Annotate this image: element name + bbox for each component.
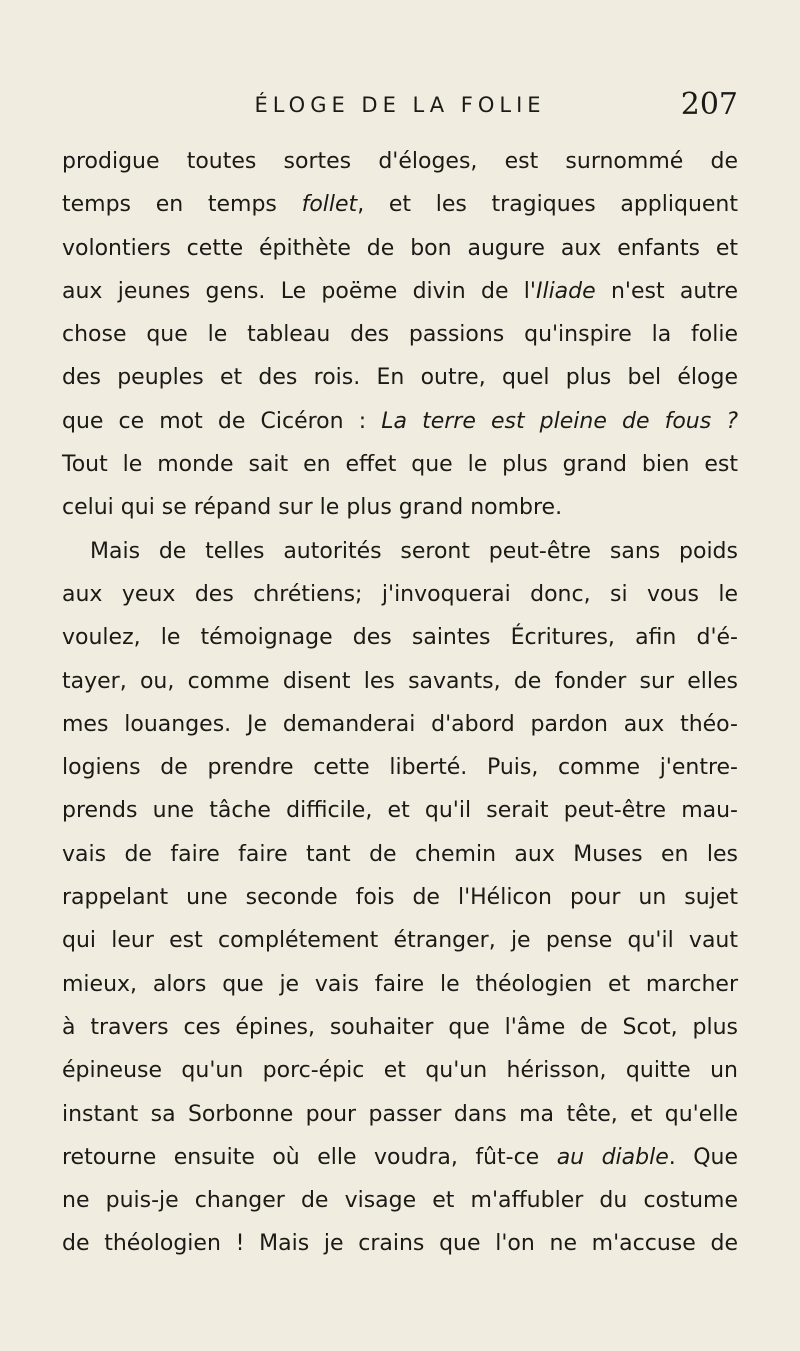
text-line: prends une tâche difficile, et qu'il serait peut-être mau- (62, 798, 738, 824)
text-run: aux jeunes gens. Le poëme divin de l' (62, 278, 536, 304)
text-line: tayer, ou, comme disent les savants, de fonder sur elles (62, 668, 738, 694)
text-line: instant sa Sorbonne pour passer dans ma tête, et qu'elle (62, 1101, 738, 1127)
text-run: . Que (668, 1144, 738, 1170)
text-line: épineuse qu'un porc-épic et qu'un hérisson, quitte un (62, 1058, 738, 1084)
text-run: n'est autre (595, 278, 738, 304)
text-line: qui leur est complétement étranger, je pense qu'il vaut (62, 928, 738, 954)
text-line (62, 400, 738, 443)
page-number: 207 (680, 87, 738, 122)
text-line: celui qui se répand sur le plus grand nombre. (62, 495, 563, 521)
body-text (62, 140, 738, 1266)
text-run: que ce mot de Cicéron : (62, 408, 382, 434)
text-run: retourne ensuite où elle voudra, fût-ce (62, 1144, 557, 1170)
text-line: volontiers cette épithète de bon augure aux enfants et (62, 235, 738, 261)
text-line: vais de faire faire tant de chemin aux Muses en les (62, 841, 738, 867)
text-line: logiens de prendre cette liberté. Puis, comme j'entre- (62, 755, 738, 781)
text-line: chose que le tableau des passions qu'inspire la folie (62, 322, 738, 348)
text-line (62, 270, 738, 313)
text-line: Tout le monde sait en effet que le plus grand bien est (62, 452, 738, 478)
italic-text: au diable (556, 1144, 669, 1170)
text-line: des peuples et des rois. En outre, quel plus bel éloge (62, 365, 738, 391)
text-line: de théologien ! Mais je crains que l'on ne m'accuse de (62, 1231, 738, 1257)
text-line: ne puis-je changer de visage et m'affubler du costume (62, 1188, 738, 1214)
text-line: prodigue toutes sortes d'éloges, est surnommé de (62, 149, 738, 174)
running-head (62, 87, 738, 130)
italic-text: La terre est pleine de fous ? (381, 408, 738, 434)
text-line: rappelant une seconde fois de l'Hélicon pour un sujet (62, 885, 738, 911)
running-title: ÉLOGE DE LA FOLIE (254, 93, 546, 117)
italic-text: follet (301, 192, 358, 218)
text-line: mes louanges. Je demanderai d'abord pardon aux théo- (62, 711, 738, 737)
text-line (62, 183, 738, 226)
italic-text: Iliade (535, 278, 596, 304)
text-line: aux yeux des chrétiens; j'invoquerai donc, si vous le (62, 581, 738, 607)
text-line: à travers ces épines, souhaiter que l'âme de Scot, plus (62, 1014, 738, 1040)
text-run: , et les tragiques appliquent (357, 192, 738, 218)
text-line: voulez, le témoignage des saintes Écritures, afin d'é- (62, 625, 738, 651)
text-line: Mais de telles autorités seront peut-être sans poids (90, 538, 738, 564)
text-line: mieux, alors que je vais faire le théologien et marcher (62, 971, 738, 997)
text-run: temps en temps (62, 192, 302, 218)
text-line (62, 1136, 738, 1179)
